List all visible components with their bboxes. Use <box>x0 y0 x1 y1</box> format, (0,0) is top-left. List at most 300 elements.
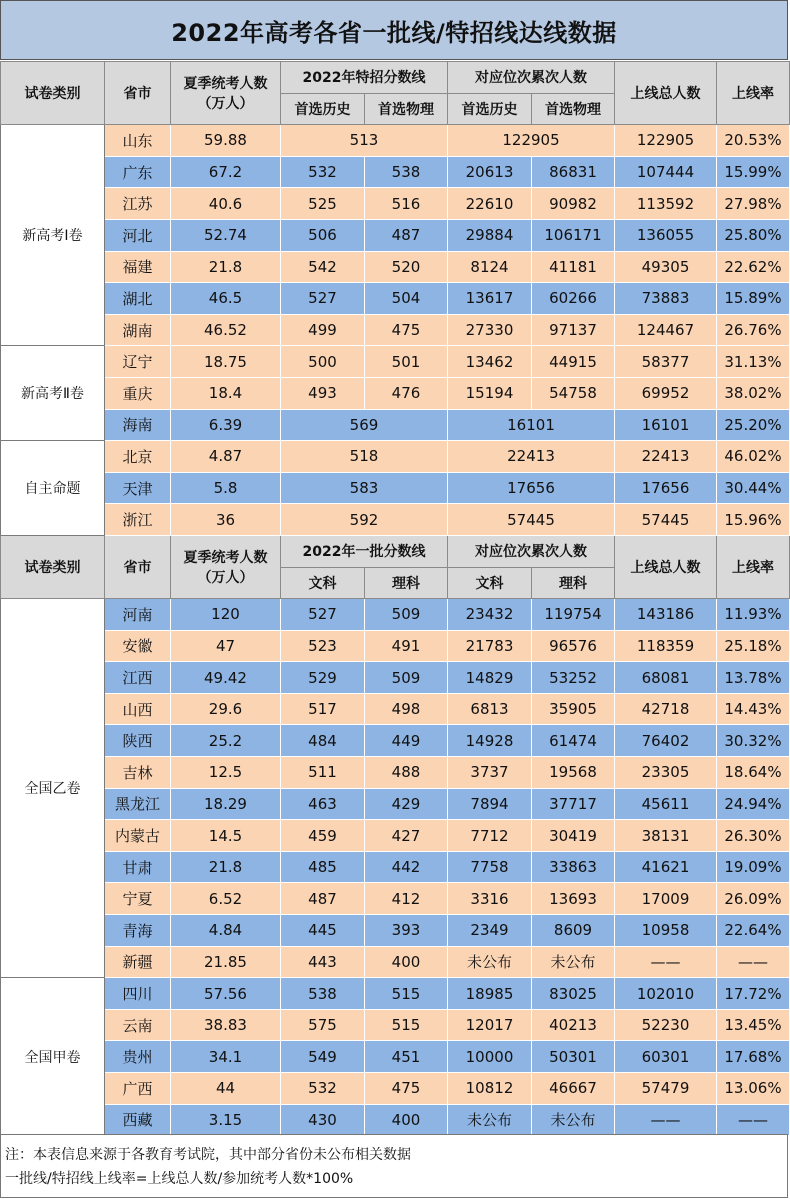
examinees-cell: 52.74 <box>171 219 281 251</box>
line-b-cell: 475 <box>365 1073 448 1105</box>
total-cell: 113592 <box>615 188 717 220</box>
table-row <box>1 377 790 409</box>
line-a-cell: 445 <box>281 915 365 947</box>
province-cell: 黑龙江 <box>105 788 171 820</box>
examinees-cell: 29.6 <box>171 693 281 725</box>
province-cell: 江西 <box>105 662 171 694</box>
col-header-rate: 上线率 <box>717 62 790 125</box>
line-a-cell: 443 <box>281 946 365 978</box>
footnote <box>0 1134 788 1198</box>
rank-a-cell: 7758 <box>448 851 532 883</box>
sub-header: 理科 <box>532 567 615 599</box>
examinees-cell: 4.87 <box>171 441 281 473</box>
rate-cell: 27.98% <box>717 188 790 220</box>
examinees-unit: （万人） <box>197 96 254 113</box>
examinees-cell: 36 <box>171 504 281 536</box>
table-row <box>1 851 790 883</box>
total-cell: 69952 <box>615 377 717 409</box>
rank-a-cell: 13462 <box>448 346 532 378</box>
examinees-cell: 44 <box>171 1073 281 1105</box>
rate-cell: 24.94% <box>717 788 790 820</box>
table-row <box>1 978 790 1010</box>
table-row <box>1 915 790 947</box>
rank-b-cell: 97137 <box>532 314 615 346</box>
line-b-cell: 429 <box>365 788 448 820</box>
data-table <box>0 61 790 1136</box>
examinees-cell: 21.8 <box>171 851 281 883</box>
rank-b-cell: 未公布 <box>532 1104 615 1136</box>
col-header-province: 省市 <box>105 62 171 125</box>
rate-cell: 31.13% <box>717 346 790 378</box>
rate-cell: —— <box>717 1104 790 1136</box>
rate-cell: 11.93% <box>717 599 790 631</box>
rate-cell: 15.96% <box>717 504 790 536</box>
table-row <box>1 409 790 441</box>
header-row <box>1 62 790 94</box>
total-cell: 16101 <box>615 409 717 441</box>
rank-cell: 17656 <box>448 472 615 504</box>
rank-b-cell: 37717 <box>532 788 615 820</box>
total-cell: 45611 <box>615 788 717 820</box>
header-row <box>1 535 790 567</box>
total-cell: 23305 <box>615 757 717 789</box>
rank-a-cell: 22610 <box>448 188 532 220</box>
total-cell: —— <box>615 1104 717 1136</box>
total-cell: 102010 <box>615 978 717 1010</box>
rank-a-cell: 18985 <box>448 978 532 1010</box>
examinees-cell: 21.8 <box>171 251 281 283</box>
total-cell: 57479 <box>615 1073 717 1105</box>
province-cell: 陕西 <box>105 725 171 757</box>
sub-header: 首选物理 <box>365 93 448 125</box>
table-row <box>1 693 790 725</box>
total-cell: 60301 <box>615 1041 717 1073</box>
total-cell: 76402 <box>615 725 717 757</box>
line-b-cell: 498 <box>365 693 448 725</box>
total-cell: 57445 <box>615 504 717 536</box>
rate-cell: 22.62% <box>717 251 790 283</box>
province-cell: 内蒙古 <box>105 820 171 852</box>
rank-a-cell: 7712 <box>448 820 532 852</box>
table-row <box>1 630 790 662</box>
table-row <box>1 788 790 820</box>
province-cell: 广西 <box>105 1073 171 1105</box>
col-header-rate: 上线率 <box>717 535 790 598</box>
rank-a-cell: 27330 <box>448 314 532 346</box>
footnote-line-2: 一批线/特招线上线率=上线总人数/参加统考人数*100% <box>5 1171 354 1187</box>
line-b-cell: 488 <box>365 757 448 789</box>
examinees-cell: 40.6 <box>171 188 281 220</box>
line-a-cell: 532 <box>281 156 365 188</box>
col-header-examinees <box>171 535 281 598</box>
col-header-rank-group: 对应位次累次人数 <box>448 62 615 94</box>
line-b-cell: 504 <box>365 283 448 315</box>
province-cell: 北京 <box>105 441 171 473</box>
table-row <box>1 946 790 978</box>
examinees-label: 夏季统考人数 <box>183 550 268 566</box>
rank-b-cell: 40213 <box>532 1009 615 1041</box>
line-a-cell: 430 <box>281 1104 365 1136</box>
total-cell: 107444 <box>615 156 717 188</box>
rank-b-cell: 30419 <box>532 820 615 852</box>
total-cell: 118359 <box>615 630 717 662</box>
total-cell: 143186 <box>615 599 717 631</box>
province-cell: 西藏 <box>105 1104 171 1136</box>
line-cell: 583 <box>281 472 448 504</box>
rank-a-cell: 2349 <box>448 915 532 947</box>
province-cell: 浙江 <box>105 504 171 536</box>
table-row <box>1 1104 790 1136</box>
total-cell: 38131 <box>615 820 717 852</box>
line-b-cell: 515 <box>365 978 448 1010</box>
sub-header: 首选历史 <box>281 93 365 125</box>
examinees-cell: 21.85 <box>171 946 281 978</box>
examinees-cell: 57.56 <box>171 978 281 1010</box>
line-a-cell: 500 <box>281 346 365 378</box>
rank-b-cell: 83025 <box>532 978 615 1010</box>
line-a-cell: 463 <box>281 788 365 820</box>
rate-cell: 17.68% <box>717 1041 790 1073</box>
line-a-cell: 538 <box>281 978 365 1010</box>
line-a-cell: 506 <box>281 219 365 251</box>
rate-cell: 25.80% <box>717 219 790 251</box>
rank-b-cell: 53252 <box>532 662 615 694</box>
group-label: 全国乙卷 <box>1 599 105 978</box>
table-row <box>1 1009 790 1041</box>
data-table-container <box>0 61 790 1136</box>
province-cell: 安徽 <box>105 630 171 662</box>
examinees-cell: 38.83 <box>171 1009 281 1041</box>
examinees-cell: 6.39 <box>171 409 281 441</box>
table-row <box>1 283 790 315</box>
province-cell: 湖北 <box>105 283 171 315</box>
line-a-cell: 525 <box>281 188 365 220</box>
rate-cell: 22.64% <box>717 915 790 947</box>
rate-cell: —— <box>717 946 790 978</box>
line-b-cell: 475 <box>365 314 448 346</box>
rank-b-cell: 119754 <box>532 599 615 631</box>
rank-a-cell: 未公布 <box>448 946 532 978</box>
total-cell: 49305 <box>615 251 717 283</box>
province-cell: 四川 <box>105 978 171 1010</box>
rank-a-cell: 10812 <box>448 1073 532 1105</box>
table-row <box>1 346 790 378</box>
line-a-cell: 527 <box>281 599 365 631</box>
province-cell: 湖南 <box>105 314 171 346</box>
line-a-cell: 493 <box>281 377 365 409</box>
line-b-cell: 520 <box>365 251 448 283</box>
line-a-cell: 532 <box>281 1073 365 1105</box>
line-cell: 518 <box>281 441 448 473</box>
examinees-cell: 47 <box>171 630 281 662</box>
table-row <box>1 725 790 757</box>
table-body-second <box>1 599 790 1136</box>
province-cell: 吉林 <box>105 757 171 789</box>
rank-a-cell: 6813 <box>448 693 532 725</box>
line-b-cell: 393 <box>365 915 448 947</box>
examinees-cell: 34.1 <box>171 1041 281 1073</box>
rank-b-cell: 19568 <box>532 757 615 789</box>
rate-cell: 25.20% <box>717 409 790 441</box>
rate-cell: 13.45% <box>717 1009 790 1041</box>
line-cell: 569 <box>281 409 448 441</box>
rate-cell: 20.53% <box>717 125 790 157</box>
total-cell: 52230 <box>615 1009 717 1041</box>
examinees-cell: 6.52 <box>171 883 281 915</box>
total-cell: 17009 <box>615 883 717 915</box>
rank-a-cell: 3737 <box>448 757 532 789</box>
table-row <box>1 662 790 694</box>
total-cell: 122905 <box>615 125 717 157</box>
rank-b-cell: 41181 <box>532 251 615 283</box>
table-row <box>1 251 790 283</box>
line-a-cell: 487 <box>281 883 365 915</box>
rate-cell: 15.99% <box>717 156 790 188</box>
examinees-cell: 14.5 <box>171 820 281 852</box>
total-cell: 124467 <box>615 314 717 346</box>
rank-b-cell: 96576 <box>532 630 615 662</box>
examinees-cell: 25.2 <box>171 725 281 757</box>
group-label: 全国甲卷 <box>1 978 105 1136</box>
province-cell: 甘肃 <box>105 851 171 883</box>
line-cell: 513 <box>281 125 448 157</box>
rate-cell: 13.06% <box>717 1073 790 1105</box>
province-cell: 海南 <box>105 409 171 441</box>
examinees-cell: 46.5 <box>171 283 281 315</box>
rank-a-cell: 14829 <box>448 662 532 694</box>
rank-b-cell: 86831 <box>532 156 615 188</box>
rate-cell: 25.18% <box>717 630 790 662</box>
sub-header: 首选物理 <box>532 93 615 125</box>
examinees-cell: 3.15 <box>171 1104 281 1136</box>
total-cell: 42718 <box>615 693 717 725</box>
rank-a-cell: 13617 <box>448 283 532 315</box>
line-a-cell: 459 <box>281 820 365 852</box>
line-b-cell: 538 <box>365 156 448 188</box>
col-header-examinees <box>171 62 281 125</box>
table-row <box>1 883 790 915</box>
group-label: 新高考Ⅰ卷 <box>1 125 105 346</box>
rate-cell: 26.30% <box>717 820 790 852</box>
province-cell: 新疆 <box>105 946 171 978</box>
province-cell: 江苏 <box>105 188 171 220</box>
rate-cell: 17.72% <box>717 978 790 1010</box>
rank-a-cell: 15194 <box>448 377 532 409</box>
col-header-total: 上线总人数 <box>615 62 717 125</box>
page-title: 2022年高考各省一批线/特招线达线数据 <box>0 0 788 60</box>
total-cell: 68081 <box>615 662 717 694</box>
province-cell: 云南 <box>105 1009 171 1041</box>
line-a-cell: 511 <box>281 757 365 789</box>
table-row <box>1 820 790 852</box>
rank-a-cell: 14928 <box>448 725 532 757</box>
line-a-cell: 485 <box>281 851 365 883</box>
total-cell: 136055 <box>615 219 717 251</box>
line-a-cell: 499 <box>281 314 365 346</box>
examinees-cell: 49.42 <box>171 662 281 694</box>
province-cell: 河北 <box>105 219 171 251</box>
line-b-cell: 491 <box>365 630 448 662</box>
line-a-cell: 575 <box>281 1009 365 1041</box>
examinees-cell: 18.29 <box>171 788 281 820</box>
province-cell: 山西 <box>105 693 171 725</box>
examinees-cell: 120 <box>171 599 281 631</box>
province-cell: 山东 <box>105 125 171 157</box>
line-b-cell: 442 <box>365 851 448 883</box>
line-a-cell: 484 <box>281 725 365 757</box>
col-header-category: 试卷类别 <box>1 62 105 125</box>
line-b-cell: 476 <box>365 377 448 409</box>
province-cell: 重庆 <box>105 377 171 409</box>
rank-a-cell: 20613 <box>448 156 532 188</box>
rank-b-cell: 13693 <box>532 883 615 915</box>
total-cell: 73883 <box>615 283 717 315</box>
col-header-line-group: 2022年特招分数线 <box>281 62 448 94</box>
line-a-cell: 529 <box>281 662 365 694</box>
total-cell: 22413 <box>615 441 717 473</box>
line-b-cell: 509 <box>365 662 448 694</box>
line-a-cell: 527 <box>281 283 365 315</box>
line-a-cell: 549 <box>281 1041 365 1073</box>
table-row <box>1 599 790 631</box>
line-b-cell: 400 <box>365 946 448 978</box>
rank-a-cell: 10000 <box>448 1041 532 1073</box>
province-cell: 天津 <box>105 472 171 504</box>
rate-cell: 30.32% <box>717 725 790 757</box>
group-label: 自主命题 <box>1 441 105 536</box>
table-row <box>1 125 790 157</box>
total-cell: 17656 <box>615 472 717 504</box>
line-a-cell: 517 <box>281 693 365 725</box>
rank-b-cell: 60266 <box>532 283 615 315</box>
line-a-cell: 523 <box>281 630 365 662</box>
rate-cell: 19.09% <box>717 851 790 883</box>
examinees-cell: 59.88 <box>171 125 281 157</box>
examinees-cell: 18.4 <box>171 377 281 409</box>
rate-cell: 38.02% <box>717 377 790 409</box>
sub-header: 文科 <box>448 567 532 599</box>
table-row <box>1 219 790 251</box>
examinees-label: 夏季统考人数 <box>183 76 268 93</box>
line-b-cell: 449 <box>365 725 448 757</box>
table-row <box>1 504 790 536</box>
rank-cell: 57445 <box>448 504 615 536</box>
rank-b-cell: 61474 <box>532 725 615 757</box>
rank-a-cell: 12017 <box>448 1009 532 1041</box>
col-header-total: 上线总人数 <box>615 535 717 598</box>
rank-a-cell: 未公布 <box>448 1104 532 1136</box>
rate-cell: 14.43% <box>717 693 790 725</box>
rank-a-cell: 21783 <box>448 630 532 662</box>
rank-a-cell: 29884 <box>448 219 532 251</box>
rate-cell: 30.44% <box>717 472 790 504</box>
total-cell: 41621 <box>615 851 717 883</box>
group-label: 新高考Ⅱ卷 <box>1 346 105 441</box>
rank-b-cell: 35905 <box>532 693 615 725</box>
examinees-cell: 5.8 <box>171 472 281 504</box>
examinees-cell: 18.75 <box>171 346 281 378</box>
table-row <box>1 472 790 504</box>
line-b-cell: 509 <box>365 599 448 631</box>
table-row <box>1 441 790 473</box>
table-row <box>1 188 790 220</box>
rate-cell: 18.64% <box>717 757 790 789</box>
rank-b-cell: 50301 <box>532 1041 615 1073</box>
rate-cell: 26.09% <box>717 883 790 915</box>
rate-cell: 26.76% <box>717 314 790 346</box>
rank-b-cell: 44915 <box>532 346 615 378</box>
rank-a-cell: 7894 <box>448 788 532 820</box>
rank-b-cell: 8609 <box>532 915 615 947</box>
rank-b-cell: 54758 <box>532 377 615 409</box>
col-header-rank-group: 对应位次累次人数 <box>448 535 615 567</box>
table-row <box>1 757 790 789</box>
sub-header: 理科 <box>365 567 448 599</box>
rank-b-cell: 106171 <box>532 219 615 251</box>
province-cell: 广东 <box>105 156 171 188</box>
rank-a-cell: 23432 <box>448 599 532 631</box>
rank-b-cell: 未公布 <box>532 946 615 978</box>
rank-cell: 22413 <box>448 441 615 473</box>
footnote-line-1: 注：本表信息来源于各教育考试院，其中部分省份未公布相关数据 <box>5 1147 411 1163</box>
sub-header: 文科 <box>281 567 365 599</box>
rank-b-cell: 33863 <box>532 851 615 883</box>
total-cell: 58377 <box>615 346 717 378</box>
rate-cell: 13.78% <box>717 662 790 694</box>
table-body <box>1 62 790 599</box>
line-b-cell: 427 <box>365 820 448 852</box>
line-b-cell: 487 <box>365 219 448 251</box>
province-cell: 贵州 <box>105 1041 171 1073</box>
total-cell: 10958 <box>615 915 717 947</box>
rate-cell: 46.02% <box>717 441 790 473</box>
examinees-cell: 46.52 <box>171 314 281 346</box>
table-row <box>1 156 790 188</box>
line-cell: 592 <box>281 504 448 536</box>
rank-cell: 16101 <box>448 409 615 441</box>
total-cell: —— <box>615 946 717 978</box>
line-b-cell: 451 <box>365 1041 448 1073</box>
rate-cell: 15.89% <box>717 283 790 315</box>
rank-a-cell: 3316 <box>448 883 532 915</box>
table-row <box>1 1041 790 1073</box>
examinees-cell: 12.5 <box>171 757 281 789</box>
table-row <box>1 1073 790 1105</box>
sub-header: 首选历史 <box>448 93 532 125</box>
province-cell: 河南 <box>105 599 171 631</box>
line-b-cell: 501 <box>365 346 448 378</box>
rank-b-cell: 90982 <box>532 188 615 220</box>
rank-b-cell: 46667 <box>532 1073 615 1105</box>
examinees-cell: 67.2 <box>171 156 281 188</box>
rank-a-cell: 8124 <box>448 251 532 283</box>
rank-cell: 122905 <box>448 125 615 157</box>
col-header-category: 试卷类别 <box>1 535 105 598</box>
line-a-cell: 542 <box>281 251 365 283</box>
line-b-cell: 515 <box>365 1009 448 1041</box>
col-header-province: 省市 <box>105 535 171 598</box>
province-cell: 福建 <box>105 251 171 283</box>
province-cell: 辽宁 <box>105 346 171 378</box>
province-cell: 宁夏 <box>105 883 171 915</box>
examinees-cell: 4.84 <box>171 915 281 947</box>
province-cell: 青海 <box>105 915 171 947</box>
line-b-cell: 412 <box>365 883 448 915</box>
line-b-cell: 400 <box>365 1104 448 1136</box>
examinees-unit: （万人） <box>197 570 254 586</box>
line-b-cell: 516 <box>365 188 448 220</box>
col-header-line-group: 2022年一批分数线 <box>281 535 448 567</box>
